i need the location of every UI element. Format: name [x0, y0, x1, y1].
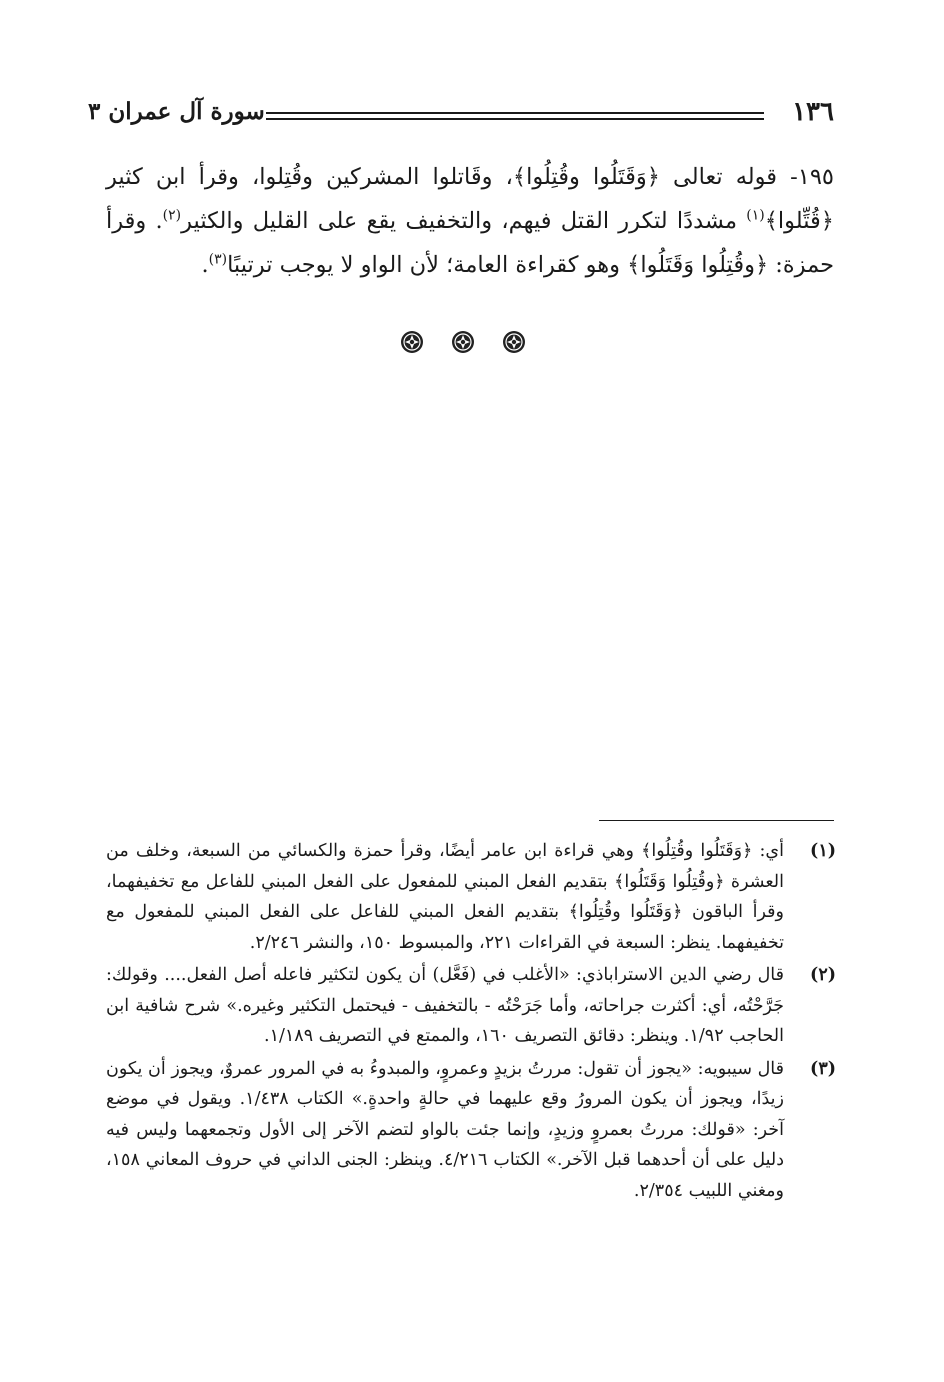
footnote-ref-3[interactable]: (٣)	[208, 251, 228, 268]
footnote-number: (٢)	[810, 965, 836, 985]
rosette-ornament-icon	[502, 330, 526, 354]
footnote-ref-2[interactable]: (٢)	[162, 207, 182, 224]
page-header	[88, 92, 834, 132]
footnote-text: أي: ﴿وَقَتَلُوا وقُتِلُوا﴾ وهي قراءة ابن عامر أيضًا، وقرأ حمزة والكسائي من السبعة، وخلف من العشرة ﴿وقُتِلُوا وَقَتَلُوا﴾ بتقديم الفعل المبني للمفعول على الفعل المبني للفاعل مع تخفيفهما، وقرأ الباقون ﴿وَقَتَلُوا وقُتِلُوا﴾ بتقديم الفعل المبني للفاعل على الفعل المبني للمفعول مع تخفيفهما. ينظر: السبعة في القراءات ٢٢١، والمبسوط ١٥٠، والنشر ٢/٢٤٦.	[106, 841, 784, 953]
footnote-ref-1[interactable]: (١)	[746, 207, 765, 224]
verse-commentary-paragraph	[106, 155, 834, 287]
running-title: سورة آل عمران ٣	[88, 98, 265, 125]
footnote-1	[106, 836, 836, 958]
paragraph-part-1: ١٩٥- قوله تعالى ﴿وَقَتَلُوا وقُتِلُوا﴾، وقَاتلوا المشركين وقُتِلوا، وقرأ ابن كثير ﴿قُتِّلوا﴾	[106, 164, 834, 234]
footnote-number: (١)	[810, 841, 836, 861]
footnote-2	[106, 960, 836, 1052]
footnote-3	[106, 1054, 836, 1207]
page-number: ١٣٦	[792, 97, 834, 127]
paragraph-part-2: مشددًا لتكرر القتل فيهم، والتخفيف يقع على القليل والكثير	[181, 208, 747, 234]
rosette-ornament-icon	[400, 330, 424, 354]
footnote-number: (٣)	[810, 1058, 836, 1079]
section-end-ornaments	[400, 330, 526, 360]
rosette-ornament-icon	[451, 330, 475, 354]
header-double-rule	[266, 112, 764, 120]
footnotes	[106, 836, 836, 1208]
paragraph-part-3: . وقرأ حمزة: ﴿وقُتِلُوا وَقَتَلُوا﴾ وهو كقراءة العامة؛ لأن الواو لا يوجب ترتيبًا	[106, 208, 834, 278]
footnote-separator	[599, 820, 834, 821]
footnote-text: قال رضي الدين الاستراباذي: «الأغلب في (فَعَّل) أن يكون لتكثير فاعله أصل الفعل.... وقولك: جَرَّحْتُه، أي: أكثرت جراحاته، وأما جَرَحْتُه - بالتخفيف - فيحتمل التكثير وغيره.» شرح شافية ابن الحاجب ١/٩٢. وينظر: دقائق التصريف ١٦٠، والممتع في التصريف ١/١٨٩.	[106, 965, 784, 1046]
footnote-text: قال سيبويه: «يجوز أن تقول: مررتُ بزيدٍ وعمروٍ، والمبدوءُ به في المرور عمروٌ، ويجوز أن يكون زيدًا، ويجوز أن يكون المرورُ وقع عليهما في حالةٍ واحدةٍ.» الكتاب ١/٤٣٨. ويقول في موضع آخر: «قولك: مررتُ بعمروٍ وزيدٍ، وإنما جئت بالواو لتضم الآخر إلى الأول وتجمعهما وليس فيه دليل على أن أحدهما قبل الآخر.» الكتاب ٤/٢١٦. وينظر: الجنى الداني في حروف المعاني ١٥٨، ومغني اللبيب ٢/٣٥٤.	[106, 1058, 784, 1201]
paragraph-end: .	[201, 252, 209, 278]
main-text	[106, 155, 834, 287]
